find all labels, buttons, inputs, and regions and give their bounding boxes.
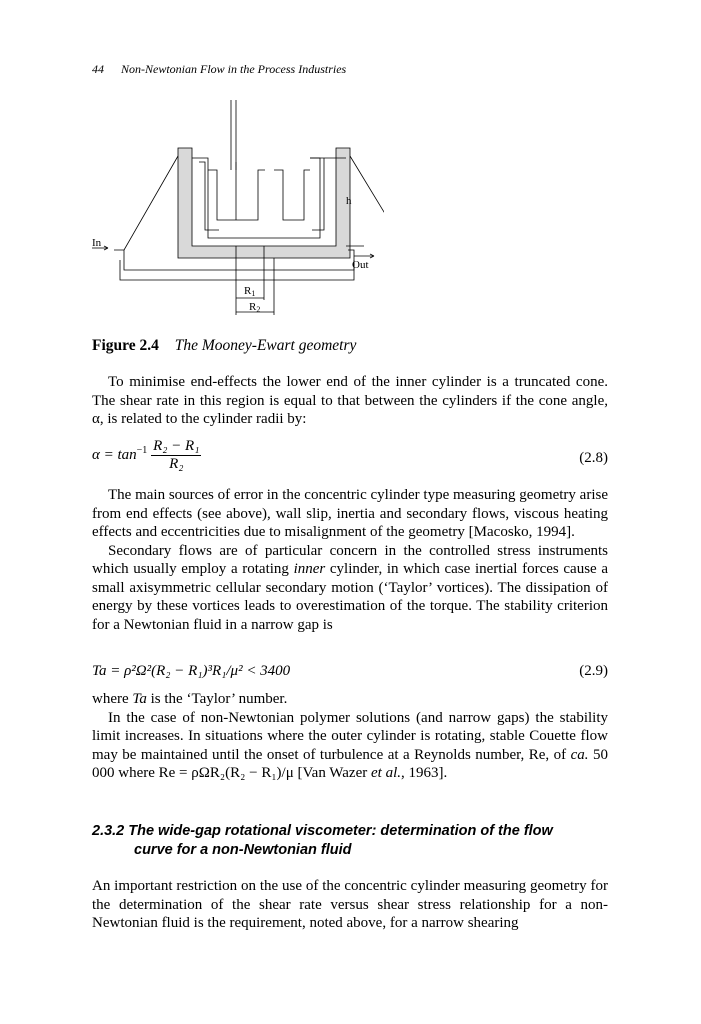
paragraph-5: In the case of non-Newtonian polymer solutions (and narrow gaps) the stability limit increases. In situations where the outer cylinder is rotating, stable Couette flow may be maintained until the onset of turbulence at a Reynolds number, Re, of ca. 50 000 where Re = ρΩR₂(R₂ − R₁)/μ [Van Wazer et al., 1963]. (92, 709, 608, 781)
page-number: 44 (92, 62, 104, 76)
eq29-text: Ta = ρ²Ω²(R₂ − R₁)³R₁/μ² < 3400 (92, 663, 291, 679)
figure-title: The Mooney-Ewart geometry (174, 337, 357, 354)
eq29-number: (2.9) (579, 663, 608, 679)
eq28-number: (2.8) (579, 450, 608, 466)
in-label: In (92, 237, 102, 249)
eq28-sup: −1 (136, 444, 148, 456)
out-label: Out (352, 259, 369, 271)
paragraph-4: where Ta is the ‘Taylor’ number. In the case of non-Newtonian polymer solutions (and narrow gaps) the stability limit increases. In situations where the outer cylinder is rotating, stable Couette flow may be maintained until the onset of turbulence at a Reynolds number, Re, of ca. 50 000 where Re = ρΩR₂(R₂ − R₁)/μ [Van Wazer et al., 1963]. (92, 691, 608, 781)
r1-label: R1 (244, 285, 256, 298)
bob-right-loop (274, 170, 310, 220)
eq28-denominator: R₂ (169, 456, 184, 472)
equation-2-8 (92, 438, 608, 473)
mooney-ewart-figure (84, 100, 384, 325)
section-title-1: The wide-gap rotational viscometer: determination of the flow (128, 823, 553, 839)
paragraph-6: An important restriction on the use of the concentric cylinder measuring geometry for the determination of the shear rate versus shear stress relationship for a non-Newtonian fluid is the requirement, noted above, for a narrow shearing (92, 878, 608, 931)
h-label: h (346, 195, 352, 207)
r2-label: R2 (249, 301, 261, 314)
eq28-fraction (151, 438, 201, 473)
inner-bob-wall (199, 158, 324, 230)
paragraph-2: The main sources of error in the concentric cylinder type measuring geometry arise from end effects (see above), wall slip, inertia and secondary flows, viscous heating effects and eccentricities due to misalignment of the geometry [Macosko, 1994]. Secondary flows are of particular concern in the controlled stress instruments which usually employ a rotating inner cylinder, in which case inertial forces cause a small axisymmetric cellular secondary motion (‘Taylor’ vortices). The dissipation of energy by these vortices leads to overestimation of the torque. The stability criterion for a Newtonian fluid in a narrow gap is (92, 487, 609, 633)
paragraph-1: To minimise end-effects the lower end of the inner cylinder is a truncated cone. The shear rate in this region is equal to that between the cylinders if the cone angle, α, is related to the cylinder radii by: (92, 374, 608, 427)
running-title: Non-Newtonian Flow in the Process Industries (121, 62, 347, 76)
figure-label: Figure 2.4 (92, 337, 159, 354)
eq28-lhs: α = tan (92, 446, 137, 463)
running-header (92, 62, 346, 77)
eq28-numerator: R₂ − R₁ (153, 438, 200, 454)
jacket-right-slant (350, 156, 384, 245)
equation-2-9 (92, 663, 608, 680)
paragraph-3: Secondary flows are of particular concern in the controlled stress instruments which usually employ a rotating inner cylinder, in which case inertial forces cause a small axisymmetric cellular secondary motion (‘Taylor’ vortices). The dissipation of energy by these vortices leads to overestimation of the torque. The stability criterion for a Newtonian fluid in a narrow gap is (92, 542, 609, 633)
section-number: 2.3.2 (92, 823, 125, 839)
jacket-left-slant (124, 156, 178, 250)
bob-left-loop (208, 170, 265, 220)
figure-caption (92, 337, 356, 355)
section-title-2: curve for a non-Newtonian fluid (134, 842, 352, 858)
section-heading (92, 822, 612, 860)
